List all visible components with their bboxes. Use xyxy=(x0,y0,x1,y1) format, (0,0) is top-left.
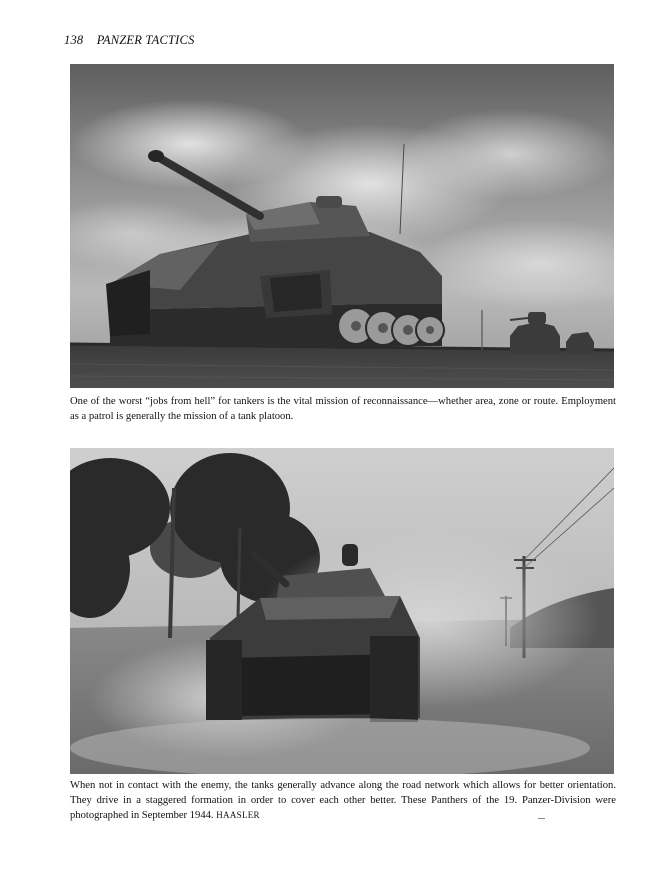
photo-credit: HAASLER xyxy=(216,810,260,820)
running-title: PANZER TACTICS xyxy=(96,33,195,47)
caption-text: One of the worst “jobs from hell” for tankers is the vital mission of reconnaissance—whether area, zone or route. Employment as a patrol is generally the mission of a tank platoon. xyxy=(70,396,616,422)
page-mark xyxy=(538,818,545,819)
caption-text: When not in contact with the enemy, the tanks generally advance along the road network which allows for better orientation. They drive in a staggered formation in order to cover each other better. These Panthers of the 19. Panzer-Division were photographed in September 1944. xyxy=(70,780,616,821)
photo-panthers-on-road xyxy=(70,448,614,774)
page-number: 138 xyxy=(64,33,84,47)
running-header xyxy=(64,33,195,48)
photo-caption xyxy=(70,778,616,823)
photo-panther-reconnaissance xyxy=(70,64,614,388)
photo-caption xyxy=(70,394,616,424)
